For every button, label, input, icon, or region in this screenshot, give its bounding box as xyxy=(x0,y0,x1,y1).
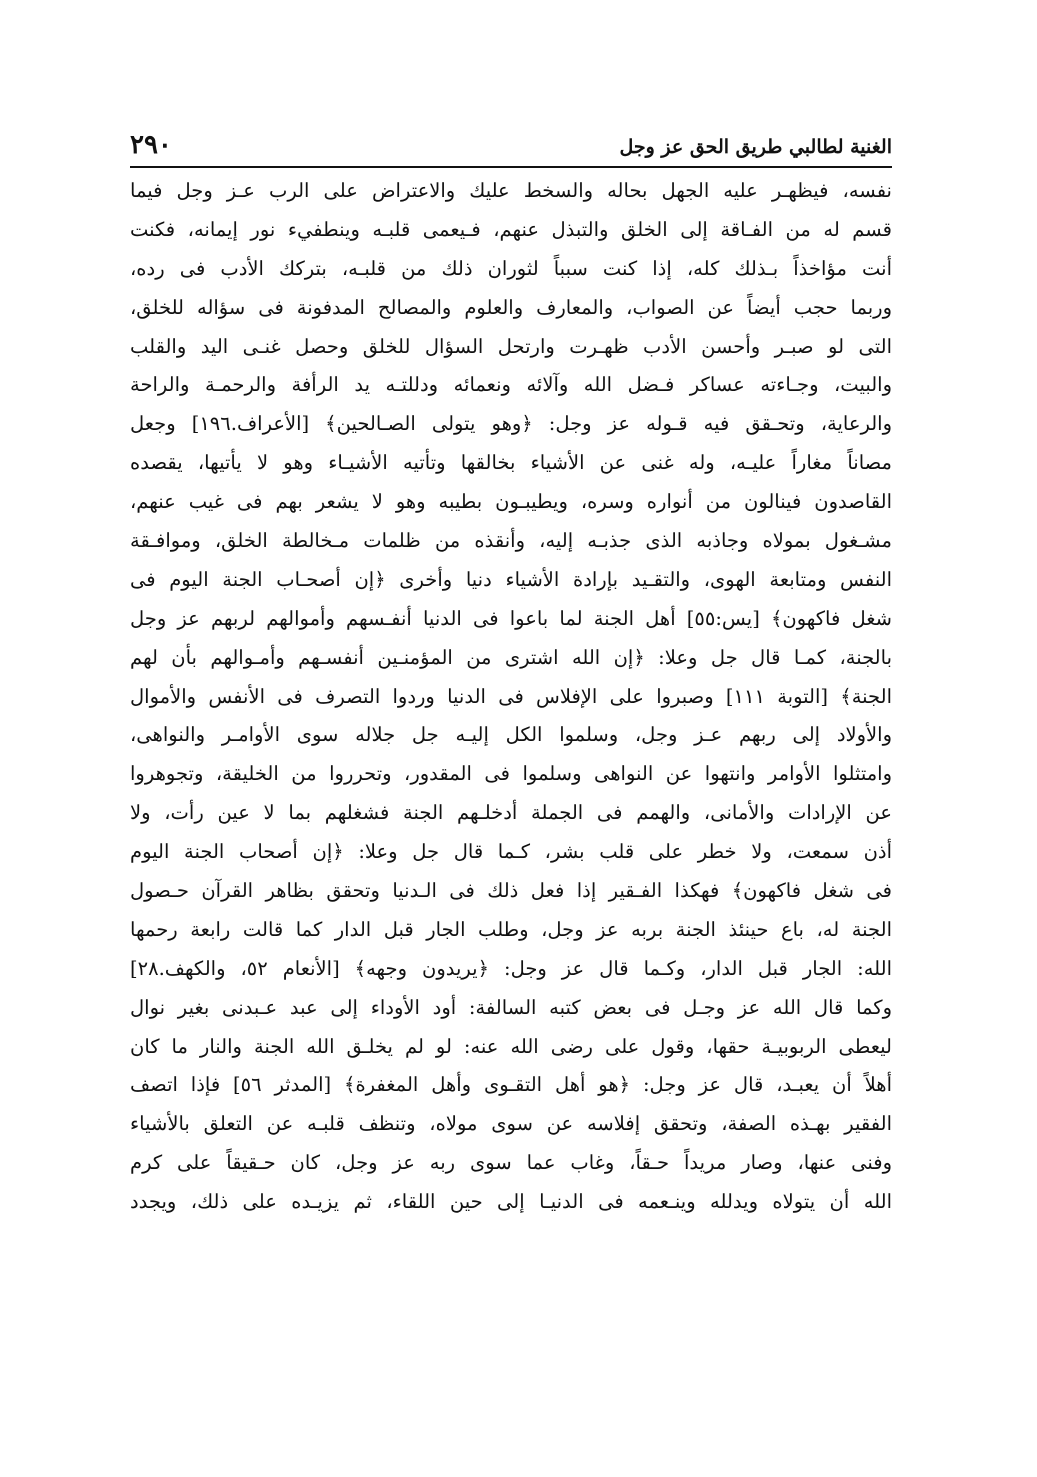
text-line: شغل فاكهون﴾ [يس:٥٥] أهل الجنة لما باعوا فى الدنيا أنفـسهم وأموالهم لربهم عز وجل xyxy=(130,606,892,630)
text-line: أهلاً أن يعبـد، قال عز وجل: ﴿هو أهل التقـوى وأهل المغفرة﴾ [المدثر ٥٦] فإذا اتصف xyxy=(130,1073,892,1097)
text-line: ليعطى الربوبيـة حقها، وقول على رضى الله عنه: لو لم يخلـق الله الجنة والنار ما كان xyxy=(130,1034,892,1058)
body-text xyxy=(130,172,892,1222)
text-line: والأولاد إلى ربهم عـز وجل، وسلموا الكل إليـه جل جلاله سوى الأوامـر والنواهى، xyxy=(130,723,892,747)
text-line: نفسه، فيظهـر عليه الجهل بحاله والسخط عليك والاعتراض على الرب عـز وجل فيما xyxy=(130,179,892,202)
running-title: الغنية لطالبي طريق الحق عز وجل xyxy=(619,136,892,158)
text-line: الله: الجار قبل الدار، وكـما قال عز وجل: ﴿يريدون وجهه﴾ [الأنعام ٥٢، والكهف.٢٨] xyxy=(130,956,892,980)
page-number: ٢٩٠ xyxy=(130,130,172,160)
text-line: وفنى عنها، وصار مريداً حـقاً، وغاب عما سوى ربه عز وجل، كان حـقيقاً على كرم xyxy=(130,1151,892,1175)
text-line: النفس ومتابعة الهوى، والتقـيد بإرادة الأشياء دنيا وأخرى ﴿إن أصحـاب الجنة اليوم فى xyxy=(130,567,892,591)
text-line: قسم له من الفـاقة إلى الخلق والتبذل عنهم، فـيعمى قلبـه وينطفيء نور إيمانه، فكنت xyxy=(130,217,892,241)
text-line: الفقير بهـذه الصفة، وتحقق إفلاسه عن سوى مولاه، وتنظف قلبـه عن التعلق بالأشياء xyxy=(130,1112,892,1136)
text-line: وامتثلوا الأوامر وانتهوا عن النواهى وسلموا فى المقدور، وتحرروا من الخليقة، وتجوهروا xyxy=(130,762,892,786)
text-line: بالجنة، كمـا قال جل وعلا: ﴿إن الله اشترى من المؤمنـين أنفسـهم وأمـوالهم بأن لهم xyxy=(130,645,892,669)
book-page xyxy=(130,120,892,1440)
text-line: الجنة له، باع حينئذ الجنة بربه عز وجل، وطلب الجار قبل الدار كما قالت رابعة رحمها xyxy=(130,917,892,941)
text-line: والبيت، وجـاءته عساكر فـضل الله وآلائه ونعمائه ودللتـه يد الرأفة والرحمـة والراحة xyxy=(130,373,892,397)
text-line: الله أن يتولاه ويدلله وينـعمه فى الدنيـا إلى حين اللقاء، ثم يزيـده على ذلك، ويجدد xyxy=(130,1190,892,1214)
text-line: أنت مؤاخذاً بـذلك كله، إذا كنت سبباً لثوران ذلك من قلبـه، بتركك الأدب فى رده، xyxy=(130,256,892,280)
text-line: مشـغول بمولاه وجاذبه الذى جذبـه إليه، وأنقذه من ظلمات مـخالطة الخلق، وموافـقة xyxy=(130,529,892,553)
text-line: مصاناً مغاراً عليـه، وله غنى عن الأشياء بخالقها وتأتيه الأشيـاء وهو لا يأتيها، يقصده xyxy=(130,451,892,475)
text-line: الجنة﴾ [التوبة ١١١] وصبروا على الإفلاس فى الدنيا وردوا التصرف فى الأنفس والأموال xyxy=(130,684,892,708)
page-header xyxy=(130,120,892,168)
text-line: أذن سمعت، ولا خطر على قلب بشر، كـما قال جل وعلا: ﴿إن أصحاب الجنة اليوم xyxy=(130,840,892,864)
text-line: فى شغل فاكهون﴾ فهكذا الفـقير إذا فعل ذلك فى الـدنيا وتحقق بظاهر القرآن حـصول xyxy=(130,879,892,903)
text-line: والرعاية، وتحـقق فيه قـوله عز وجل: ﴿وهو يتولى الصـالحين﴾ [الأعراف.١٩٦] وجعل xyxy=(130,412,892,436)
text-line: عن الإرادات والأمانى، والهمم فى الجملة أدخلـهم الجنة فشغلهم بما لا عين رأت، ولا xyxy=(130,801,892,825)
text-line: وربما حجب أيضاً عن الصواب، والمعارف والعلوم والمصالح المدفونة فى سؤاله للخلق، xyxy=(130,295,892,319)
text-line: التى لو صبـر وأحسن الأدب ظهـرت وارتحل السؤال للخلق وحصل غنـى اليد والقلب xyxy=(130,334,892,358)
text-line: القاصدون فينالون من أنواره وسره، ويطيبـون بطيبه وهو لا يشعر بهم فى غيب عنهم، xyxy=(130,490,892,514)
text-line: وكما قال الله عز وجـل فى بعض كتبه السالفة: أود الأوداء إلى عبد عـبدنى بغير نوال xyxy=(130,995,892,1019)
